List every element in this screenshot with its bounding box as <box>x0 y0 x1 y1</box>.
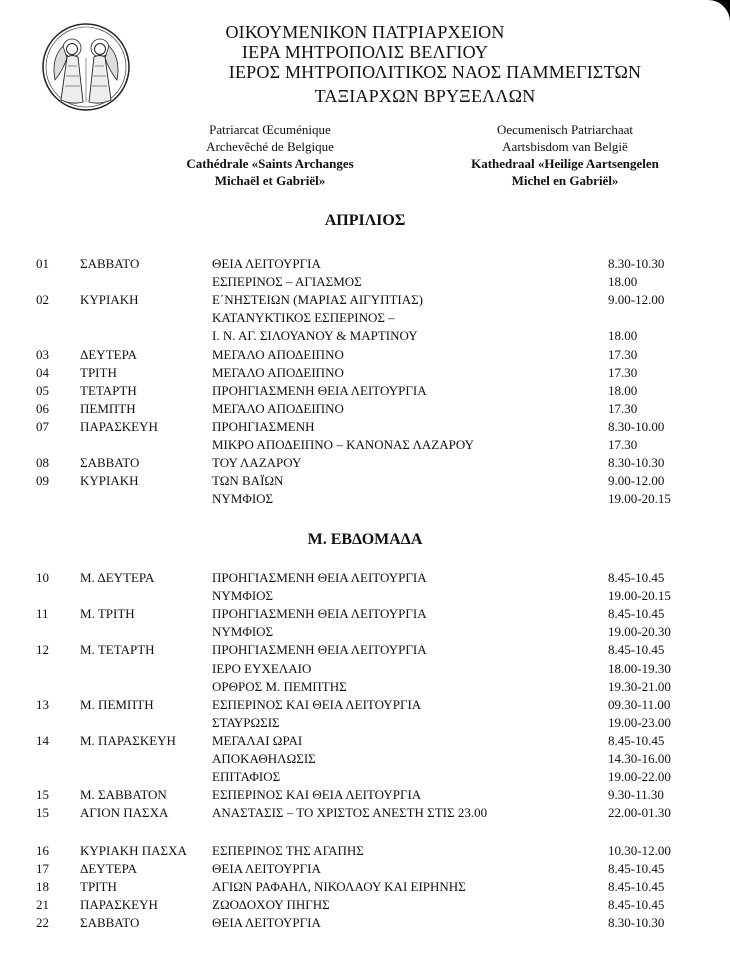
schedule-row <box>0 437 730 455</box>
row-service: ΠΡΟΗΓΙΑΣΜΕΝΗ ΘΕΙΑ ΛΕΙΤΟΥΡΓΙΑ <box>212 382 427 398</box>
schedule-row <box>0 787 730 805</box>
row-time: 18.00 <box>608 274 638 290</box>
row-day-name: ΠΕΜΠΤΗ <box>80 400 136 416</box>
schedule-row <box>0 715 730 733</box>
row-service: ΠΡΟΗΓΙΑΣΜΕΝΗ <box>212 418 315 434</box>
row-time: 8.45-10.45 <box>608 897 665 913</box>
header-line-3: ΙΕΡΟΣ ΜΗΤΡΟΠΟΛΙΤΙΚΟΣ ΝΑΟΣ ΠΑΜΜΕΓΙΣΤΩΝ <box>228 62 642 82</box>
schedule-row <box>0 455 730 473</box>
row-day: 01 <box>36 256 49 271</box>
row-service: ΚΑΤΑΝΥΚΤΙΚΟΣ ΕΣΠΕΡΙΝΟΣ – <box>212 310 395 326</box>
row-time: 8.45-10.45 <box>608 879 665 895</box>
row-service: ΑΝΑΣΤΑΣΙΣ – ΤΟ ΧΡΙΣΤΟΣ ΑΝΕΣΤΗ ΣΤΙΣ 23.00 <box>212 805 488 821</box>
row-day-name: ΑΓΙΟΝ ΠΑΣΧΑ <box>80 805 169 821</box>
row-day: 02 <box>36 292 49 308</box>
schedule-row <box>0 570 730 588</box>
schedule-row <box>0 292 730 310</box>
schedule-row <box>0 588 730 606</box>
row-time: 19.00-20.15 <box>608 491 671 507</box>
row-day: 15 <box>36 805 49 821</box>
row-day: 09 <box>36 473 49 489</box>
schedule-row <box>0 606 730 624</box>
schedule-row <box>0 624 730 642</box>
row-service: ΠΡΟΗΓΙΑΣΜΕΝΗ ΘΕΙΑ ΛΕΙΤΟΥΡΓΙΑ <box>212 606 427 622</box>
row-time: 19.00-20.15 <box>608 588 671 604</box>
row-service: ΑΠΟΚΑΘΗΛΩΣΙΣ <box>212 751 316 766</box>
row-time: 8.45-10.45 <box>608 861 665 877</box>
row-day: 05 <box>36 382 49 398</box>
row-service: ΘΕΙΑ ΛΕΙΤΟΥΡΓΙΑ <box>212 915 321 931</box>
row-day: 18 <box>36 879 49 895</box>
row-day: 06 <box>36 400 49 416</box>
schedule-row <box>0 274 730 292</box>
row-service: Ε΄ΝΗΣΤΕΙΩΝ (ΜΑΡΙΑΣ ΑΙΓΥΠΤΙΑΣ) <box>212 292 424 308</box>
schedule-row <box>0 661 730 679</box>
row-day: 13 <box>36 696 49 712</box>
schedule-row <box>0 897 730 915</box>
row-time: 18.00 <box>608 328 638 344</box>
french-line-3: Cathédrale «Saints Archanges <box>186 156 354 171</box>
row-day: 21 <box>36 897 49 913</box>
dutch-line-3: Kathedraal «Heilige Aartsengelen <box>471 156 659 171</box>
row-time: 19.00-22.00 <box>608 769 671 785</box>
row-service: ΤΟΥ ΛΑΖΑΡΟΥ <box>212 455 302 471</box>
schedule-row <box>0 679 730 697</box>
row-day: 15 <box>36 787 49 803</box>
row-service: ΕΣΠΕΡΙΝΟΣ ΤΗΣ ΑΓΑΠΗΣ <box>212 843 364 858</box>
row-service: ΜΕΓΑΛΟ ΑΠΟΔΕΙΠΝΟ <box>212 364 344 380</box>
french-block <box>160 121 380 189</box>
row-day-name: ΔΕΥΤΕΡΑ <box>80 861 138 877</box>
schedule-row <box>0 310 730 328</box>
row-time: 18.00 <box>608 382 638 398</box>
header-line-4: ΤΑΞΙΑΡΧΩΝ ΒΡΥΞΕΛΛΩΝ <box>314 86 536 106</box>
header-line-2: ΙΕΡΑ ΜΗΤΡΟΠΟΛΙΣ ΒΕΛΓΙΟΥ <box>241 42 489 62</box>
schedule-row <box>0 697 730 715</box>
schedule-row <box>0 401 730 419</box>
row-service: Ι. Ν. ΑΓ. ΣΙΛΟΥΑΝΟΥ & ΜΑΡΤΙΝΟΥ <box>212 328 418 344</box>
row-day-name: ΣΑΒΒΑΤΟ <box>80 256 140 271</box>
schedule-row <box>0 473 730 491</box>
dutch-line-1: Oecumenisch Patriarchaat <box>496 122 634 137</box>
schedule-row <box>0 805 730 823</box>
row-service: ΤΩΝ ΒΑΪΩΝ <box>212 473 284 489</box>
row-day-name: Μ. ΤΕΤΑΡΤΗ <box>80 642 155 658</box>
schedule-row <box>0 769 730 787</box>
schedule-row <box>0 328 730 346</box>
schedule-row <box>0 491 730 509</box>
row-time: 17.30 <box>608 346 638 362</box>
row-day: 17 <box>36 861 49 877</box>
schedule-row <box>0 642 730 660</box>
schedule-row <box>0 365 730 383</box>
row-day-name: Μ. ΔΕΥΤΕΡΑ <box>80 570 155 585</box>
row-service: ΠΡΟΗΓΙΑΣΜΕΝΗ ΘΕΙΑ ΛΕΙΤΟΥΡΓΙΑ <box>212 570 427 585</box>
row-service: ΖΩΟΔΟΧΟΥ ΠΗΓΗΣ <box>212 897 330 913</box>
row-day-name: Μ. ΠΑΡΑΣΚΕΥΗ <box>80 732 176 748</box>
schedule-row <box>0 383 730 401</box>
row-time: 8.30-10.30 <box>608 455 665 471</box>
row-service: ΝΥΜΦΙΟΣ <box>212 491 274 507</box>
month-title: ΑΠΡΙΛΙΟΣ <box>324 212 406 229</box>
french-line-1: Patriarcat Œcuménique <box>209 122 331 137</box>
row-day: 08 <box>36 455 49 471</box>
row-time: 17.30 <box>608 437 638 452</box>
schedule-row <box>0 751 730 769</box>
row-service: ΕΣΠΕΡΙΝΟΣ – ΑΓΙΑΣΜΟΣ <box>212 274 362 290</box>
row-day: 16 <box>36 843 49 858</box>
dutch-line-4: Michel en Gabriël» <box>511 173 619 188</box>
schedule-row <box>0 733 730 751</box>
row-day-name: ΔΕΥΤΕΡΑ <box>80 346 138 362</box>
row-service: ΘΕΙΑ ΛΕΙΤΟΥΡΓΙΑ <box>212 861 321 877</box>
row-service: ΕΣΠΕΡΙΝΟΣ ΚΑΙ ΘΕΙΑ ΛΕΙΤΟΥΡΓΙΑ <box>212 787 422 803</box>
french-line-2: Archevêché de Belgique <box>206 139 334 154</box>
row-service: ΝΥΜΦΙΟΣ <box>212 624 274 640</box>
row-day-name: ΚΥΡΙΑΚΗ <box>80 292 139 308</box>
row-time: 8.45-10.45 <box>608 732 665 748</box>
row-day: 22 <box>36 915 49 931</box>
header-line-1: ΟΙΚΟΥΜΕΝΙΚΟΝ ΠΑΤΡΙΑΡΧΕΙΟΝ <box>225 22 505 42</box>
row-day: 07 <box>36 418 49 434</box>
schedule-row <box>0 256 730 274</box>
row-day-name: ΤΡΙΤΗ <box>80 364 117 380</box>
row-time: 09.30-11.00 <box>608 696 671 712</box>
row-day-name: ΣΑΒΒΑΤΟ <box>80 915 140 931</box>
dutch-line-2: Aartsbisdom van België <box>502 139 628 154</box>
row-service: ΙΕΡΟ ΕΥΧΕΛΑΙΟ <box>212 660 312 676</box>
schedule-row <box>0 915 730 933</box>
row-day-name: ΤΕΤΑΡΤΗ <box>80 382 137 398</box>
holy-week-title: Μ. ΕΒΔΟΜΑΔΑ <box>307 531 423 548</box>
row-time: 9.30-11.30 <box>608 787 664 803</box>
dutch-block <box>450 121 680 189</box>
row-time: 8.45-10.45 <box>608 570 665 585</box>
row-day: 03 <box>36 346 49 362</box>
row-time: 8.45-10.45 <box>608 642 665 658</box>
row-day-name: ΠΑΡΑΣΚΕΥΗ <box>80 897 158 913</box>
row-service: ΑΓΙΩΝ ΡΑΦΑΗΛ, ΝΙΚΟΛΑΟΥ ΚΑΙ ΕΙΡΗΝΗΣ <box>212 879 466 895</box>
row-time: 19.30-21.00 <box>608 678 671 694</box>
row-day-name: ΠΑΡΑΣΚΕΥΗ <box>80 418 158 434</box>
french-line-4: Michaël et Gabriël» <box>214 173 326 188</box>
row-day: 12 <box>36 642 49 658</box>
row-day-name: Μ. ΣΑΒΒΑΤΟΝ <box>80 787 167 803</box>
row-time: 22.00-01.30 <box>608 805 671 821</box>
row-time: 8.30-10.00 <box>608 418 665 434</box>
row-day-name: ΚΥΡΙΑΚΗ <box>80 473 139 489</box>
row-time: 10.30-12.00 <box>608 843 671 858</box>
row-day-name: ΣΑΒΒΑΤΟ <box>80 455 140 471</box>
row-service: ΜΙΚΡΟ ΑΠΟΔΕΙΠΝΟ – ΚΑΝΟΝΑΣ ΛΑΖΑΡΟΥ <box>212 437 474 452</box>
row-service: ΘΕΙΑ ΛΕΙΤΟΥΡΓΙΑ <box>212 256 321 271</box>
row-time: 17.30 <box>608 400 638 416</box>
row-day: 11 <box>36 606 49 622</box>
row-day-name: ΚΥΡΙΑΚΗ ΠΑΣΧΑ <box>80 843 187 858</box>
row-day-name: Μ. ΠΕΜΠΤΗ <box>80 696 154 712</box>
row-time: 14.30-16.00 <box>608 751 671 766</box>
row-day: 14 <box>36 732 49 748</box>
row-service: ΕΠΙΤΑΦΙΟΣ <box>212 769 281 785</box>
row-service: ΟΡΘΡΟΣ Μ. ΠΕΜΠΤΗΣ <box>212 678 347 694</box>
row-service: ΝΥΜΦΙΟΣ <box>212 588 274 604</box>
row-time: 19.00-23.00 <box>608 714 671 730</box>
row-time: 9.00-12.00 <box>608 292 665 308</box>
row-day-name: ΤΡΙΤΗ <box>80 879 117 895</box>
schedule-row <box>0 879 730 897</box>
row-time: 8.30-10.30 <box>608 915 665 931</box>
row-time: 19.00-20.30 <box>608 624 671 640</box>
row-service: ΕΣΠΕΡΙΝΟΣ ΚΑΙ ΘΕΙΑ ΛΕΙΤΟΥΡΓΙΑ <box>212 696 422 712</box>
row-time: 17.30 <box>608 364 638 380</box>
row-day: 10 <box>36 570 49 585</box>
row-day: 04 <box>36 364 49 380</box>
row-service: ΜΕΓΑΛΑΙ ΩΡΑΙ <box>212 732 303 748</box>
schedule-row <box>0 861 730 879</box>
row-service: ΠΡΟΗΓΙΑΣΜΕΝΗ ΘΕΙΑ ΛΕΙΤΟΥΡΓΙΑ <box>212 642 427 658</box>
row-service: ΜΕΓΑΛΟ ΑΠΟΔΕΙΠΝΟ <box>212 400 344 416</box>
row-time: 18.00-19.30 <box>608 660 671 676</box>
row-service: ΜΕΓΑΛΟ ΑΠΟΔΕΙΠΝΟ <box>212 346 344 362</box>
schedule-row <box>0 347 730 365</box>
row-time: 8.45-10.45 <box>608 606 665 622</box>
schedule-row <box>0 419 730 437</box>
row-day-name: Μ. ΤΡΙΤΗ <box>80 606 135 622</box>
schedule-row <box>0 843 730 861</box>
row-time: 9.00-12.00 <box>608 473 665 489</box>
row-service: ΣΤΑΥΡΩΣΙΣ <box>212 714 280 730</box>
row-time: 8.30-10.30 <box>608 256 665 271</box>
